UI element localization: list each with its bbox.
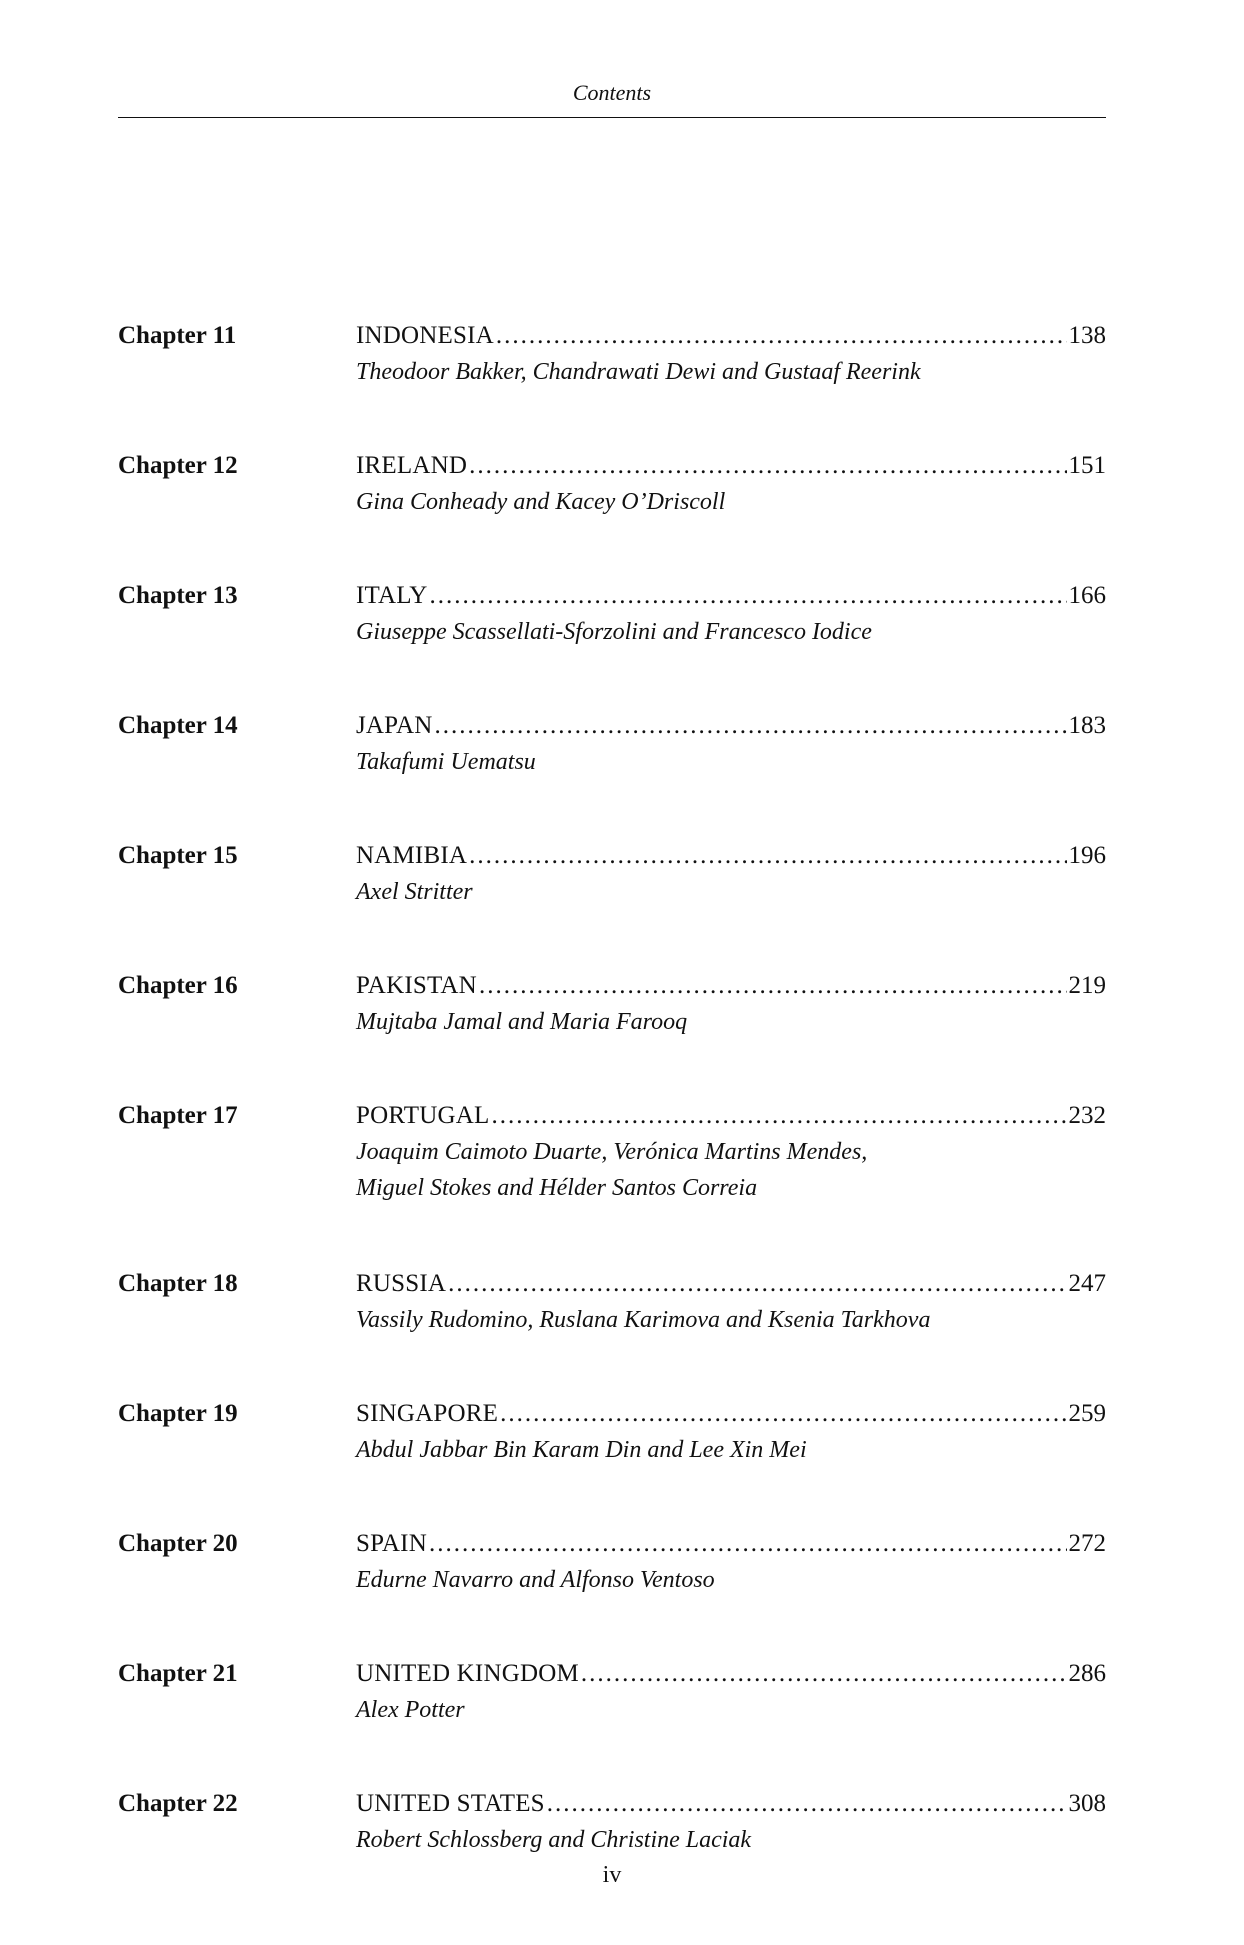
dot-leader [429,578,1066,614]
title-line [356,1786,1106,1822]
page-number-ref: 286 [1068,1660,1106,1687]
page-number-ref: 308 [1068,1790,1106,1817]
entry-body [356,1526,1106,1598]
toc-entry [118,1656,1106,1728]
chapter-authors: Gina Conheady and Kacey O’Driscoll [356,489,726,515]
title-line [356,1098,1106,1134]
chapter-authors: Alex Potter [356,1697,465,1723]
toc-entry [118,1526,1106,1598]
dot-leader [581,1656,1067,1692]
page-number-ref: 247 [1068,1270,1106,1297]
chapter-label: Chapter 16 [118,972,238,999]
chapter-authors: Robert Schlossberg and Christine Laciak [356,1827,752,1853]
chapter-title: PAKISTAN [356,972,477,999]
page-number: iv [602,1862,622,1888]
title-line [356,318,1106,354]
chapter-title: SPAIN [356,1530,427,1557]
chapter-label: Chapter 11 [118,322,237,349]
entry-body [356,1396,1106,1468]
chapter-authors: Abdul Jabbar Bin Karam Din and Lee Xin Mei [356,1437,807,1463]
dot-leader [479,968,1067,1004]
chapter-title: UNITED KINGDOM [356,1660,579,1687]
chapter-authors: Mujtaba Jamal and Maria Farooq [356,1009,688,1035]
toc-entry [118,1786,1106,1858]
chapter-title: NAMIBIA [356,842,468,869]
title-line [356,578,1106,614]
chapter-title: INDONESIA [356,322,494,349]
chapter-title: IRELAND [356,452,468,479]
page-number-ref: 196 [1068,842,1106,869]
toc-entry [118,1396,1106,1468]
entry-body [356,968,1106,1040]
dot-leader [448,1266,1066,1302]
chapter-authors: Edurne Navarro and Alfonso Ventoso [356,1567,715,1593]
toc-entry [118,1266,1106,1338]
title-line [356,1656,1106,1692]
dot-leader [547,1786,1067,1822]
toc-entry [118,578,1106,650]
toc-entry [118,318,1106,390]
chapter-label: Chapter 22 [118,1790,238,1817]
chapter-label: Chapter 13 [118,582,238,609]
chapter-authors: Joaquim Caimoto Duarte, Verónica Martins Mendes, [356,1139,868,1165]
toc-entry [118,448,1106,520]
chapter-label: Chapter 15 [118,842,238,869]
chapter-label: Chapter 18 [118,1270,238,1297]
chapter-title: UNITED STATES [356,1790,545,1817]
toc-entry [118,708,1106,780]
chapter-title: RUSSIA [356,1270,447,1297]
page-number-ref: 232 [1068,1102,1106,1129]
entry-body [356,1656,1106,1728]
title-line [356,1396,1106,1432]
page-number-ref: 183 [1068,712,1106,739]
title-line [356,1266,1106,1302]
chapter-label: Chapter 12 [118,452,238,479]
header-rule [118,117,1106,118]
page-number-ref: 166 [1068,582,1106,609]
entry-body [356,1266,1106,1338]
chapter-label: Chapter 20 [118,1530,238,1557]
chapter-authors: Axel Stritter [356,879,473,905]
running-head: Contents [572,80,652,105]
dot-leader [469,838,1066,874]
chapter-authors: Miguel Stokes and Hélder Santos Correia [356,1175,758,1201]
toc-entry [118,838,1106,910]
chapter-title: JAPAN [356,712,433,739]
chapter-authors: Theodoor Bakker, Chandrawati Dewi and Gustaaf Reerink [356,359,921,385]
chapter-authors: Vassily Rudomino, Ruslana Karimova and Ksenia Tarkhova [356,1307,931,1333]
entry-body [356,838,1106,910]
toc-entry [118,1098,1106,1206]
chapter-authors: Giuseppe Scassellati-Sforzolini and Francesco Iodice [356,619,872,645]
entry-body [356,708,1106,780]
chapter-label: Chapter 21 [118,1660,238,1687]
toc-entry [118,968,1106,1040]
entry-body [356,448,1106,520]
entry-body [356,318,1106,390]
dot-leader [500,1396,1066,1432]
page-number-ref: 219 [1068,972,1106,999]
title-line [356,448,1106,484]
page-number-ref: 151 [1068,452,1106,479]
title-line [356,968,1106,1004]
chapter-title: PORTUGAL [356,1102,490,1129]
entry-body [356,1098,1106,1206]
chapter-label: Chapter 17 [118,1102,238,1129]
chapter-authors: Takafumi Uematsu [356,749,536,775]
title-line [356,838,1106,874]
entry-body [356,578,1106,650]
page-number-ref: 259 [1068,1400,1106,1427]
page-number-ref: 138 [1068,322,1106,349]
table-of-contents [118,318,1106,1916]
entry-body [356,1786,1106,1858]
chapter-title: SINGAPORE [356,1400,499,1427]
title-line [356,708,1106,744]
title-line [356,1526,1106,1562]
chapter-label: Chapter 19 [118,1400,238,1427]
page-number-ref: 272 [1068,1530,1106,1557]
dot-leader [496,318,1067,354]
dot-leader [469,448,1066,484]
dot-leader [491,1098,1066,1134]
chapter-title: ITALY [356,582,428,609]
dot-leader [435,708,1067,744]
dot-leader [429,1526,1067,1562]
chapter-label: Chapter 14 [118,712,238,739]
